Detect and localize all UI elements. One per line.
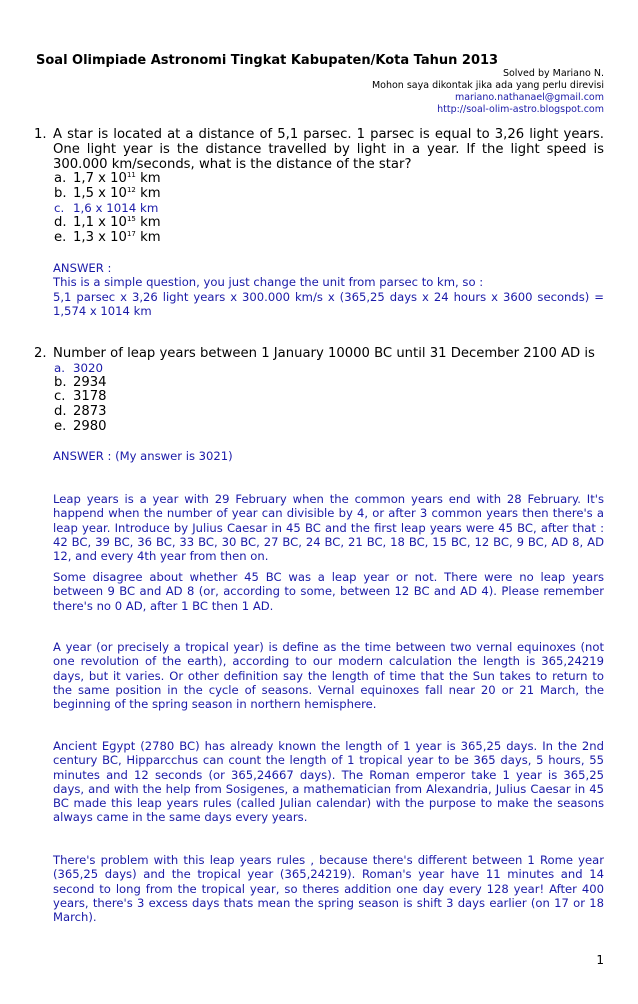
document-title: Soal Olimpiade Astronomi Tingkat Kabupaten/Kota Tahun 2013	[36, 53, 499, 68]
question-number: 1.	[34, 127, 47, 142]
answer-line: 5,1 parsec x 3,26 light years x 300.000 km/s x (365,25 days x 24 hours x 3600 seconds) = 1,574 x 1014 km	[53, 289, 604, 318]
solved-by: Solved by Mariano N.	[502, 68, 604, 79]
answer-paragraph: A year (or precisely a tropical year) is define as the time between two vernal equinoxes (not one revolution of the earth), according to our modern calculation the length is 365,24219 days, but it varies. Or other definition say the length of time that the Sun takes to return to the same position in the cycle of seasons. Vernal equinoxes fall near 20 or 21 March, the beginning of the spring season in northern hemisphere.	[53, 640, 604, 712]
question-1	[34, 127, 604, 173]
option-c-selected: c. 1,6 x 1014 km	[54, 201, 159, 216]
option-d: d. 1,1 x $10^{15}$ km	[54, 215, 161, 231]
answer-paragraph: Some disagree about whether 45 BC was a leap year or not. There were no leap years between 9 BC and AD 8 (or, according to some, between 12 BC and AD 4). Please remember there's no 0 AD, after 1 BC then 1 AD.	[53, 570, 604, 613]
question-1-options	[54, 172, 161, 246]
question-2-options	[54, 361, 107, 435]
author-credits	[372, 68, 604, 116]
question-text: A star is located at a distance of 5,1 parsec. 1 parsec is equal to 3,26 light years. One light year is the distance travelled by light in a year. If the light speed is 300.000 km/seconds, what is the distance of the star?	[53, 127, 604, 173]
question-2	[34, 346, 604, 361]
question-1-answer	[53, 261, 604, 318]
question-number: 2.	[34, 346, 47, 361]
option-a: a. 1,7 x $10^{11}$ km	[54, 171, 161, 186]
author-email-link[interactable]: mariano.nathanael@gmail.com	[454, 92, 604, 103]
answer-paragraph: Leap years is a year with 29 February when the common years end with 28 February. It's happend when the number of year can divisible by 4, or after 3 common years then there's a leap year. Introduce by Julius Caesar in 45 BC and the first leap years were 45 BC, after that : 42 BC, 39 BC, 36 BC, 33 BC, 30 BC, 27 BC, 24 BC, 21 BC, 18 BC, 15 BC, 12 BC, 9 BC, AD 8, AD 12, and every 4th year from then on.	[53, 492, 604, 564]
page-number: 1	[596, 953, 604, 967]
answer-label: ANSWER : (My answer is 3021)	[53, 449, 233, 463]
option-a-selected: a. 3020	[54, 361, 104, 375]
option-e: e. 1,3 x $10^{17}$ km	[54, 229, 161, 245]
option-b: b. 2934	[54, 374, 107, 390]
answer-line: This is a simple question, you just change the unit from parsec to km, so :	[53, 275, 484, 290]
question-text: Number of leap years between 1 January 10000 BC until 31 December 2100 AD is	[53, 346, 595, 361]
blog-link[interactable]: http://soal-olim-astro.blogspot.com	[437, 104, 604, 115]
option-c: c. 3178	[54, 389, 107, 405]
option-b: b. 1,5 x $10^{12}$ km	[54, 185, 161, 201]
answer-paragraph: Ancient Egypt (2780 BC) has already known the length of 1 year is 365,25 days. In the 2nd century BC, Hipparcchus can count the length of 1 tropical year to be 365 days, 5 hours, 55 minutes and 12 seconds (or 365,24667 days). The Roman emperor take 1 year is 365,25 days, and with the help from Sosigenes, a mathematician from Alexandria, Julius Caesar in 45 BC made this leap years rules (called Julian calendar) with the purpose to make the seasons always came in the same days every years.	[53, 739, 604, 825]
answer-label: ANSWER :	[53, 261, 112, 275]
option-d: d. 2873	[54, 404, 107, 420]
option-e: e. 2980	[54, 418, 107, 434]
contact-note: Mohon saya dikontak jika ada yang perlu direvisi	[371, 80, 604, 91]
answer-paragraph: There's problem with this leap years rules , because there's different between 1 Rome year (365,25 days) and the tropical year (365,24219). Roman's year have 11 minutes and 14 second to long from the tropical year, so theres addition one day every 128 year! After 400 years, there's 3 excess days thats mean the spring season is shift 3 days earlier (on 17 or 18 March).	[53, 853, 604, 925]
